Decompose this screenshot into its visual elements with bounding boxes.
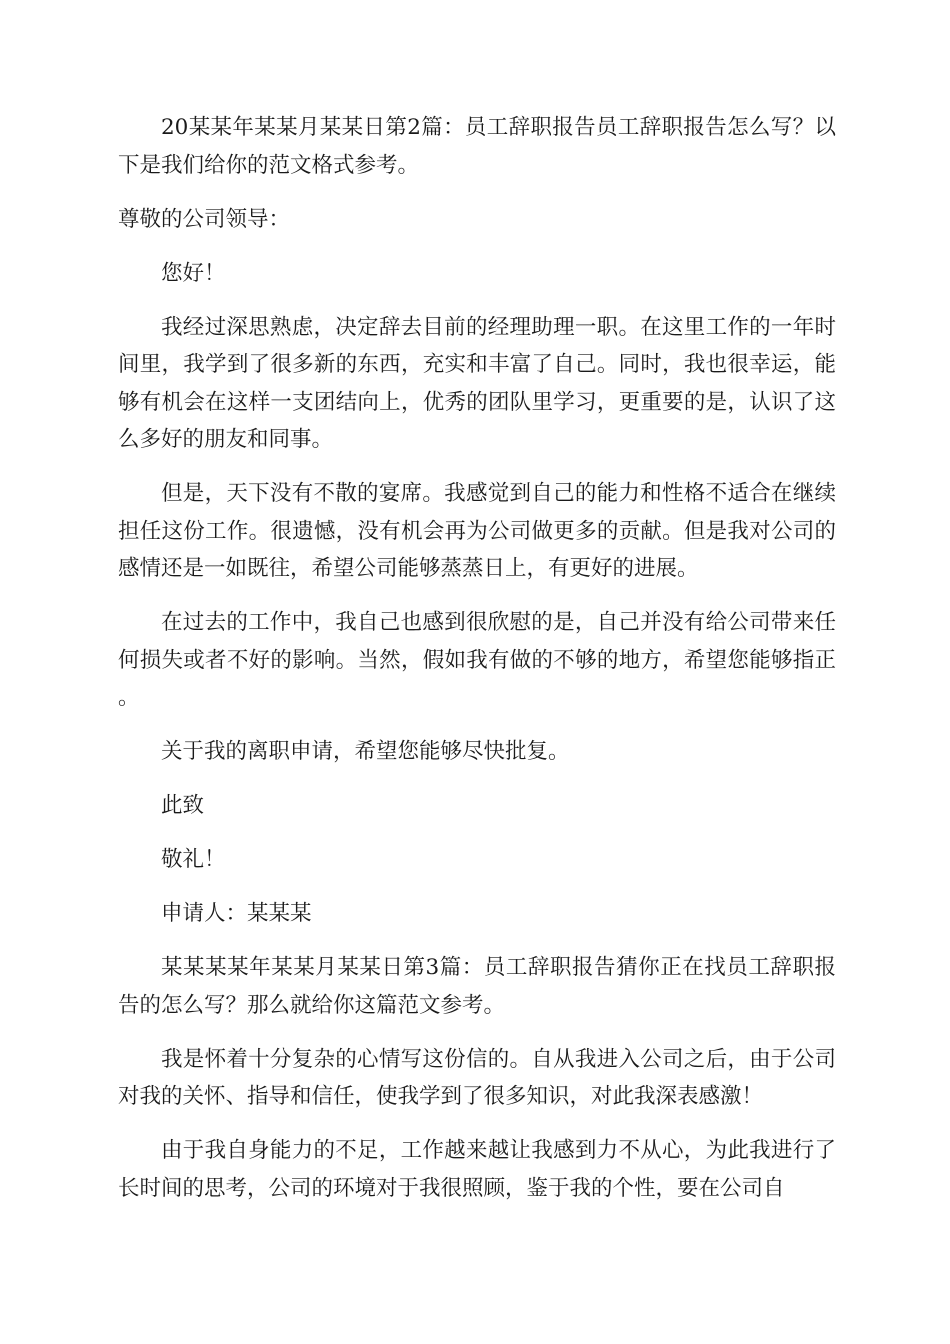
- paragraph-article-intro: 20某某年某某月某某日第2篇：员工辞职报告员工辞职报告怎么写？以下是我们给你的范文格式参考。: [118, 115, 836, 178]
- paragraph-greeting: 您好！: [161, 260, 226, 286]
- paragraph-signature: 申请人：某某某: [161, 901, 312, 926]
- paragraph-body: 关于我的离职申请，希望您能够尽快批复。: [161, 739, 570, 764]
- paragraph-body: 但是，天下没有不散的宴席。我感觉到自己的能力和性格不适合在继续担任这份工作。很遗憾，没有机会再为公司做更多的贡献。但是我对公司的感情还是一如既往，希望公司能够蒸蒸日上，有更好的进展。: [118, 481, 836, 581]
- paragraph-salutation: 尊敬的公司领导：: [118, 206, 291, 232]
- document-body: [118, 109, 836, 1224]
- paragraph-body: 由于我自身能力的不足，工作越来越让我感到力不从心，为此我进行了长时间的思考，公司的环境对于我很照顾，鉴于我的个性，要在公司自: [118, 1138, 836, 1201]
- paragraph-body: 在过去的工作中，我自己也感到很欣慰的是，自己并没有给公司带来任何损失或者不好的影响。当然，假如我有做的不够的地方，希望您能够指正。: [118, 610, 836, 710]
- paragraph-body: 我是怀着十分复杂的心情写这份信的。自从我进入公司之后，由于公司对我的关怀、指导和信任，使我学到了很多知识，对此我深表感激！: [118, 1046, 836, 1109]
- paragraph-body: 我经过深思熟虑，决定辞去目前的经理助理一职。在这里工作的一年时间里，我学到了很多新的东西，充实和丰富了自己。同时，我也很幸运，能够有机会在这样一支团结向上，优秀的团队里学习，更重要的是，认识了这么多好的朋友和同事。: [118, 314, 836, 452]
- paragraph-article-intro: 某某某某年某某月某某日第3篇：员工辞职报告猜你正在找员工辞职报告的怎么写？那么就给你这篇范文参考。: [118, 955, 836, 1018]
- paragraph-closing-salute: 敬礼！: [161, 847, 226, 872]
- paragraph-closing: 此致: [161, 793, 205, 818]
